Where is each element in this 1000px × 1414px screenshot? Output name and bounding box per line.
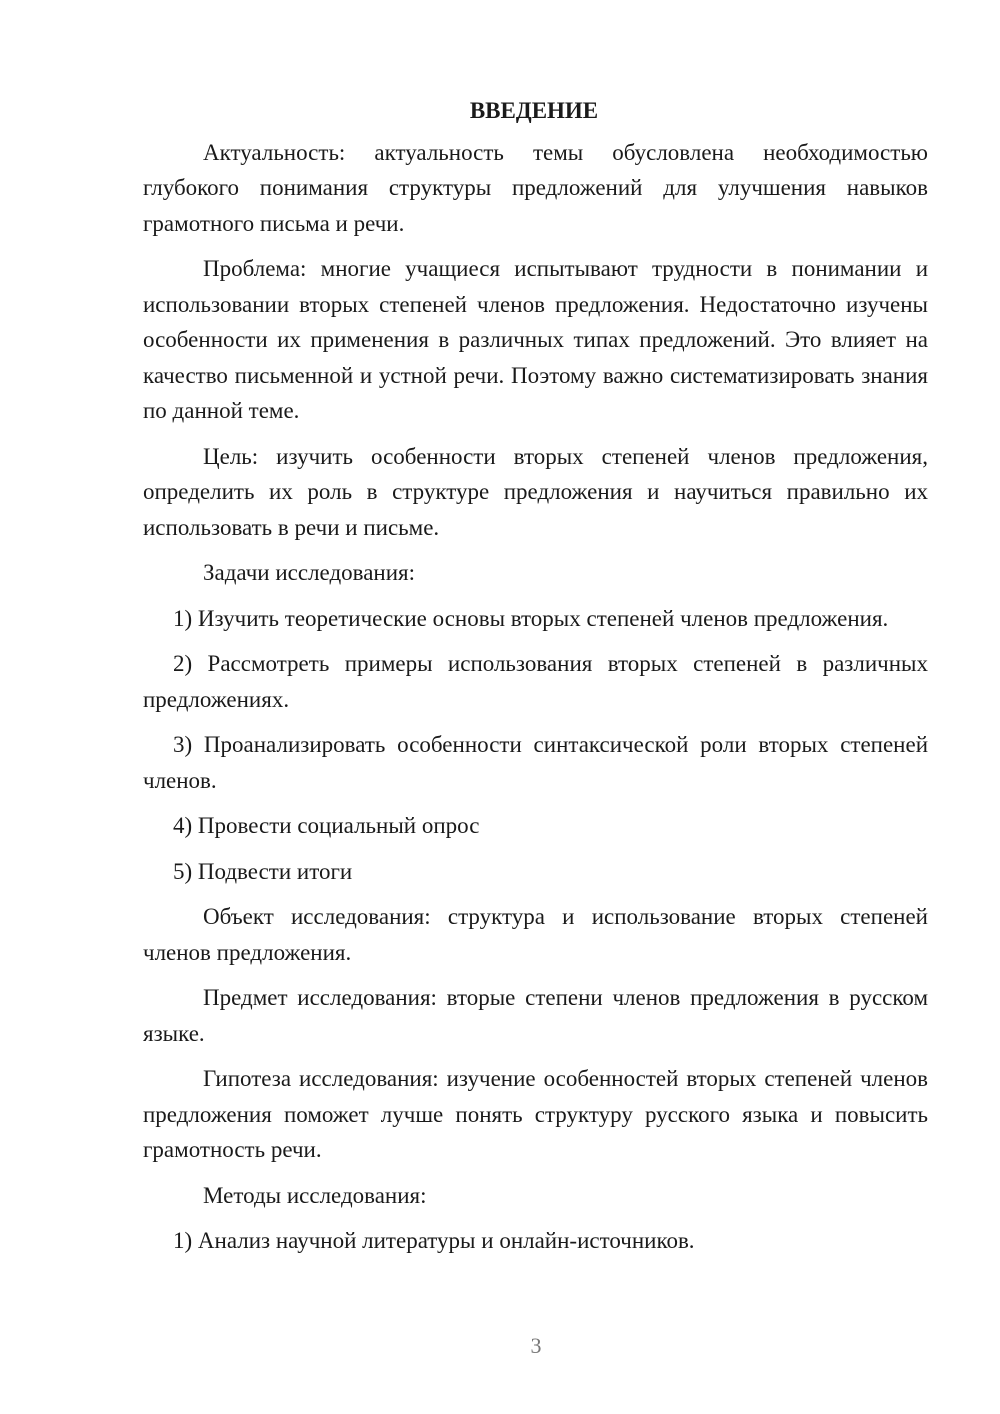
subject-paragraph: Предмет исследования: вторые степени членов предложения в русском языке. <box>143 985 928 1046</box>
task-item-1: 1) Изучить теоретические основы вторых степеней членов предложения. <box>173 605 889 631</box>
task-item-3: 3) Проанализировать особенности синтаксической роли вторых степеней членов. <box>143 732 928 793</box>
page-content <box>143 93 928 1269</box>
section-title: ВВЕДЕНИЕ <box>469 98 599 123</box>
methods-heading: Методы исследования: <box>203 1182 427 1208</box>
tasks-heading: Задачи исследования: <box>203 560 416 585</box>
task-item-2: 2) Рассмотреть примеры использования вторых степеней в различных предложениях. <box>143 651 928 712</box>
object-paragraph: Объект исследования: структура и использование вторых степеней членов предложения. <box>143 904 928 965</box>
goal-paragraph: Цель: изучить особенности вторых степеней членов предложения, определить их роль в структуре предложения и научиться правильно их использовать в речи и письме. <box>143 443 928 540</box>
method-item-1: 1) Анализ научной литературы и онлайн-источников. <box>173 1228 695 1253</box>
page-number: 3 <box>530 1333 542 1358</box>
task-item-4: 4) Провести социальный опрос <box>173 813 480 838</box>
task-item-5: 5) Подвести итоги <box>173 858 353 884</box>
relevance-paragraph: Актуальность: актуальность темы обусловлена необходимостью глубокого понимания структуры предложений для улучшения навыков грамотного письма и речи. <box>143 139 928 236</box>
hypothesis-paragraph: Гипотеза исследования: изучение особенностей вторых степеней членов предложения поможет лучше понять структуру русского языка и повысить грамотность речи. <box>143 1066 928 1162</box>
problem-paragraph: Проблема: многие учащиеся испытывают трудности в понимании и использовании вторых степеней членов предложения. Недостаточно изучены особенности их применения в различных типах предложений. Это влияет на качество письменной и устной речи. Поэтому важно систематизировать знания по данной теме. <box>143 256 928 423</box>
